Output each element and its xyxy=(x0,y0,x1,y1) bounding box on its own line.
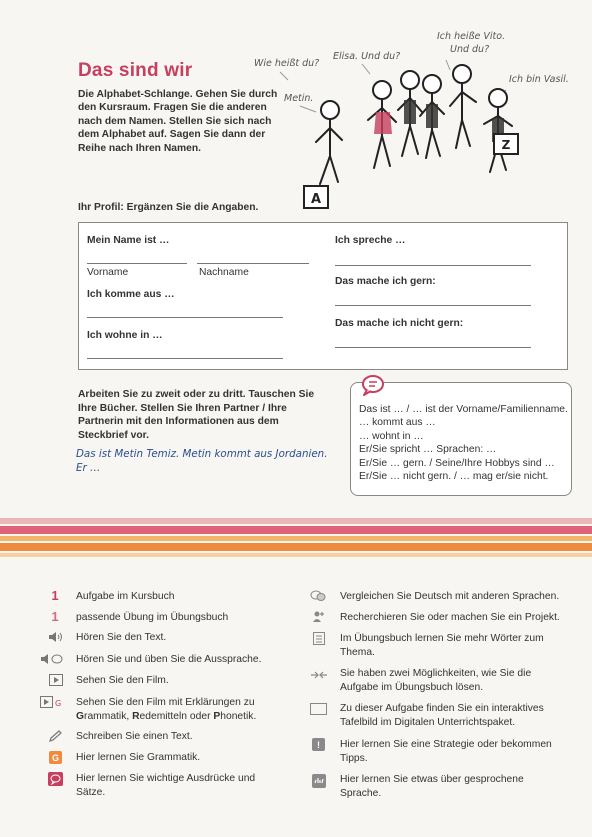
number-icon: 1 xyxy=(51,588,59,603)
bubble-vasil: Ich bin Vasil. xyxy=(509,74,569,85)
alphabet-snake-illustration xyxy=(250,28,580,214)
input-nicht-gern[interactable] xyxy=(335,347,531,348)
bubble-wie-heisst-du: Wie heißt du? xyxy=(254,58,320,69)
block-a-label: A xyxy=(310,192,322,207)
input-sprache[interactable] xyxy=(335,265,531,266)
legend-gesprochene-sprache: Hier lernen Sie etwas über gesprochene Sprache. xyxy=(340,774,524,799)
compare-icon xyxy=(310,590,326,602)
example-text xyxy=(76,447,346,475)
phrase-item: … kommt aus … xyxy=(359,417,436,429)
project-icon xyxy=(312,610,326,623)
legend-grammatik: Hier lernen Sie Grammatik. xyxy=(76,752,201,763)
example-line-2: Er … xyxy=(76,462,101,474)
speaker-icon xyxy=(48,631,64,643)
legend-kursbuch: Aufgabe im Kursbuch xyxy=(76,591,175,602)
input-gern[interactable] xyxy=(335,305,531,306)
legend-woerter: Im Übungsbuch lernen Sie mehr Wörter zum Thema. xyxy=(340,633,544,658)
page-title: Das sind wir xyxy=(78,60,193,81)
strategy-icon: ! xyxy=(312,738,325,751)
choice-icon xyxy=(310,670,328,680)
legend-hoeren: Hören Sie den Text. xyxy=(76,632,167,643)
svg-text:G: G xyxy=(55,699,62,708)
legend-film: Sehen Sie den Film. xyxy=(76,675,169,686)
profile-form xyxy=(78,222,568,370)
example-line-1: Das ist Metin Temiz. Metin kommt aus Jordanien. xyxy=(76,448,328,460)
phrase-list xyxy=(359,403,568,483)
legend-aussprache: Hören Sie und üben Sie die Aussprache. xyxy=(76,654,262,665)
board-icon xyxy=(310,703,327,715)
phrase-item: Er/Sie spricht … Sprachen: … xyxy=(359,444,497,456)
legend-strategie: Hier lernen Sie eine Strategie oder bekommen Tipps. xyxy=(340,739,552,764)
legend-schreiben: Schreiben Sie einen Text. xyxy=(76,731,193,742)
label-herkunft: Ich komme aus … xyxy=(87,289,175,300)
grammar-icon: G xyxy=(49,751,62,764)
bubble-vito-line2: Und du? xyxy=(450,44,490,55)
phrase-item: Er/Sie … nicht gern. / … mag er/sie nicht. xyxy=(359,471,549,483)
speaker-speech-icon xyxy=(40,653,64,665)
words-icon xyxy=(313,632,325,645)
bubble-metin: Metin. xyxy=(284,93,314,104)
pairwork-instruction: Arbeiten Sie zu zweit oder zu dritt. Tauschen Sie Ihre Bücher. Stellen Sie Ihren Partner / Ihre Partnerin mit den Informationen aus dem Steckbrief vor. xyxy=(78,389,315,441)
label-name: Mein Name ist … xyxy=(87,235,170,246)
intro-instruction: Die Alphabet-Schlange. Gehen Sie durch den Kursraum. Fragen Sie die anderen nach dem Namen. Stellen Sie sich nach dem Alphabet auf. Sagen Sie dann der Reihe nach Ihren Namen. xyxy=(78,89,278,154)
label-gern: Das mache ich gern: xyxy=(335,276,436,287)
input-nachname[interactable] xyxy=(197,263,309,264)
input-wohnort[interactable] xyxy=(87,358,283,359)
film-icon xyxy=(49,674,63,686)
phrase-item: Das ist … / … ist der Vorname/Familienname. xyxy=(359,404,568,415)
label-wohnort: Ich wohne in … xyxy=(87,330,163,341)
legend-tafelbild: Zu dieser Aufgabe finden Sie ein interaktives Tafelbild im Digitalen Unterrichtspaket. xyxy=(340,703,544,728)
label-sprache: Ich spreche … xyxy=(335,235,406,246)
legend-projekt: Recherchieren Sie oder machen Sie ein Projekt. xyxy=(340,612,560,623)
label-vorname: Vorname xyxy=(87,267,129,278)
film-g-icon xyxy=(40,696,64,708)
stripe-decoration xyxy=(0,526,592,534)
phrase-box xyxy=(350,382,572,496)
stripe-decoration xyxy=(0,553,592,557)
expression-icon xyxy=(48,772,63,786)
pencil-icon xyxy=(49,730,63,742)
input-herkunft[interactable] xyxy=(87,317,283,318)
speech-bubble-icon xyxy=(360,374,386,396)
stripe-decoration xyxy=(0,518,592,524)
bubble-elisa: Elisa. Und du? xyxy=(333,51,401,62)
label-nachname: Nachname xyxy=(199,267,249,278)
bubble-vito-line1: Ich heiße Vito. xyxy=(437,31,506,42)
input-vorname[interactable] xyxy=(87,263,187,264)
spoken-icon xyxy=(312,774,326,788)
legend-uebungsbuch: passende Übung im Übungsbuch xyxy=(76,612,229,623)
profile-heading: Ihr Profil: Ergänzen Sie die Angaben. xyxy=(78,202,259,213)
legend-vergleichen: Vergleichen Sie Deutsch mit anderen Sprachen. xyxy=(340,591,560,602)
stripe-decoration xyxy=(0,543,592,551)
phrase-item: … wohnt in … xyxy=(359,430,424,442)
stripe-decoration xyxy=(0,536,592,541)
label-nicht-gern: Das mache ich nicht gern: xyxy=(335,318,464,329)
phrase-item: Er/Sie … gern. / Seine/Ihre Hobbys sind … xyxy=(359,457,555,469)
block-z-label: Z xyxy=(501,138,511,152)
legend-moeglichkeiten: Sie haben zwei Möglichkeiten, wie Sie die Aufgabe im Übungsbuch lösen. xyxy=(340,668,532,693)
legend-film-erklaerung: Sehen Sie den Film mit Erklärungen zu Grammatik, Redemitteln oder Phonetik. xyxy=(76,697,257,722)
legend-ausdruecke: Hier lernen Sie wichtige Ausdrücke und Sätze. xyxy=(76,773,256,798)
number-icon: 1 xyxy=(51,609,59,624)
